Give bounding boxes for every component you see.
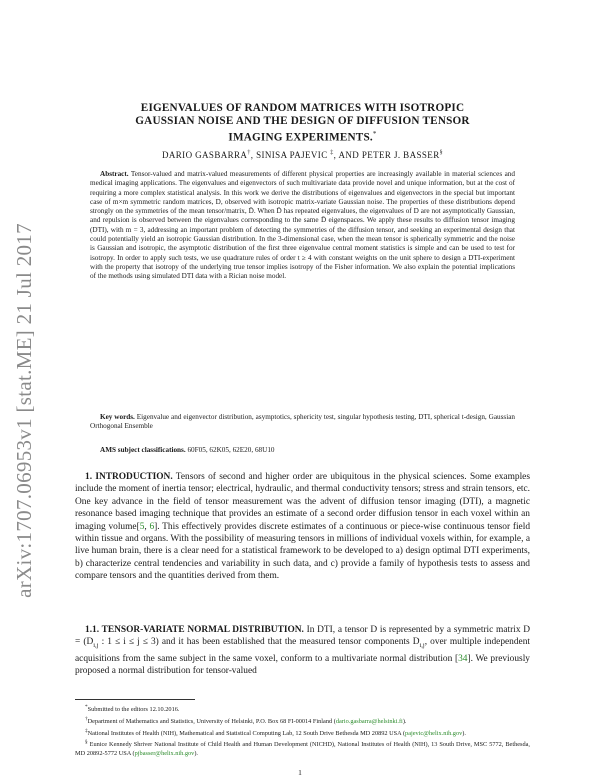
- footnote-4: [75, 738, 530, 758]
- author-2: SINISA PAJEVIC: [256, 150, 328, 160]
- introduction-heading: 1. INTRODUCTION.: [85, 472, 173, 482]
- paper-title: [75, 102, 530, 145]
- footnote-1: [75, 703, 530, 714]
- section-introduction: [75, 471, 530, 583]
- ams-classifications: [90, 446, 515, 455]
- abstract-text: Tensor-valued and matrix-valued measurements of different physical properties are increasingly available in material sciences and medical imaging applications. The eigenvalues and eigenvectors of such multivariate data provide novel and unique information, but at the cost of requiring a more complex statistical analysis. In this work we derive the distributions of eigenvalues and eigenvectors in the special but important case of m×m symmetric random matrices, D, observed with isotropic matrix-variate Gaussian noise. The properties of these distributions depend strongly on the symmetries of the mean tensor/matrix, D̄. When D̄ has repeated eigenvalues, the eigenvalues of D are not asymptotically Gaussian, and repulsion is observed between the eigenvalues corresponding to the same D̄ eigenspaces. We apply these results to diffusion tensor imaging (DTI), with m = 3, addressing an important problem of detecting the symmetries of the diffusion tensor, and seeking an experimental design that could potentially yield an isotropic Gaussian distribution. In the 3-dimensional case, when the mean tensor is spherically symmetric and the noise is Gaussian and isotropic, the asymptotic distribution of the first three eigenvalue central moment statistics is simple and can be used to test for isotropy. In order to apply such tests, we use quadrature rules of order t ≥ 4 with constant weights on the unit sphere to design a DTI-experiment with the property that isotropy of the underlying true tensor implies isotropy of the Fisher information. We also explain the potential implications of the methods using simulated DTI data with a Rician noise model.: [90, 170, 515, 281]
- ams-text: 60F05, 62K05, 62E20, 68U10: [187, 446, 275, 454]
- abstract-label: Abstract.: [100, 170, 129, 178]
- page-number: 1: [298, 768, 302, 777]
- author-list: DARIO GASBARRA†, SINISA PAJEVIC ‡, AND PETER J. BASSER§: [161, 150, 444, 160]
- citation-link[interactable]: 5: [139, 521, 145, 532]
- email-link-pajevic[interactable]: pajevic@helix.nih.gov: [405, 729, 463, 737]
- subscript-ij: i,j: [419, 642, 425, 650]
- subsection-text-a: In DTI, a tensor D is represented by a symmetric matrix D = (D: [75, 625, 531, 648]
- title-line-1: EIGENVALUES OF RANDOM MATRICES WITH ISOTROPIC: [140, 102, 465, 114]
- footnote-1-mark: *: [85, 704, 88, 710]
- footnote-2-end: ).: [402, 717, 407, 725]
- author-1: DARIO GASBARRA: [161, 150, 248, 160]
- author-3: PETER J. BASSER: [361, 150, 440, 160]
- footnote-3: [75, 727, 530, 738]
- footnote-1-text: Submitted to the editors 12.10.2016.: [87, 706, 180, 714]
- introduction-text-a: Tensors of second and higher order are ubiquitous in the physical sciences. Some examples include the moment of inertia tensor; electrical, hydraulic, and thermal conductivity tensors; stress and strain tensors, etc. One key advance in the field of tensor measurement was the advent of diffusion tensor imaging (DTI), a magnetic resonance based imaging technique that provides an estimate of a second order diffusion tensor in each voxel within an imaging volume[: [75, 472, 530, 532]
- subsection-heading: 1.1. TENSOR-VARIATE NORMAL DISTRIBUTION.: [85, 625, 304, 635]
- email-link-basser[interactable]: pjbasser@helix.nih.gov: [134, 749, 195, 757]
- ams-label: AMS subject classifications.: [100, 446, 186, 454]
- arxiv-stamp: [6, 200, 42, 620]
- footnote-3-mark: ‡: [85, 727, 88, 734]
- keywords-label: Key words.: [100, 413, 135, 421]
- author-3-mark: §: [439, 150, 444, 156]
- author-1-mark: †: [247, 150, 251, 156]
- email-link-gasbarra[interactable]: dario.gasbarra@helsinki.fi: [335, 717, 403, 725]
- footnote-2-text: Department of Mathematics and Statistics, University of Helsinki, P.O. Box 68 FI-00014 Finland (: [87, 717, 336, 725]
- subsection-text-b: : 1 ≤ i ≤ j ≤ 3) and it has been established that the measured tensor components D: [98, 637, 420, 648]
- footnote-4-mark: §: [85, 739, 88, 746]
- footnote-4-end: ).: [194, 749, 198, 757]
- keywords: [90, 413, 515, 432]
- footnote-2: [75, 715, 530, 726]
- author-separator: , AND: [333, 150, 362, 160]
- footnotes: [75, 703, 530, 758]
- title-line-3: [75, 128, 530, 145]
- section-tensor-variate: [75, 624, 530, 678]
- footnote-divider: [75, 699, 195, 700]
- introduction-text-b: ]. This effectively provides discrete estimates of a continuous or piece-wise continuous tensor field within tissue and organs. With the possibility of measuring tensors in millions of individual voxels within, for example, a live human brain, there is a clear need for a statistical framework to be developed to a) design optimal DTI experiments, b) characterize central tendencies and variability in such data, and c) provide a family of hypothesis tests to assess and compare tensors and the quantities derived from them.: [75, 521, 531, 582]
- title-line-2: GAUSSIAN NOISE AND THE DESIGN OF DIFFUSION TENSOR: [135, 115, 470, 127]
- citation-link[interactable]: 6: [149, 521, 155, 532]
- footnote-4-text: Eunice Kennedy Shriver National Institute of Child Health and Human Development (NICHD), National Institutes of Health (NIH), 13 South Drive, MSC 5772, Bethesda, MD 20892-5772 USA (: [75, 741, 530, 757]
- author-2-mark: ‡: [330, 150, 334, 156]
- arxiv-stamp-text: arXiv:1707.06953v1 [stat.ME] 21 Jul 2017: [11, 222, 36, 598]
- footnote-2-mark: †: [85, 715, 88, 722]
- title-footnote-mark: *: [372, 130, 377, 138]
- citation-separator: ,: [144, 521, 150, 532]
- title-line-3-text: IMAGING EXPERIMENTS.: [228, 131, 373, 144]
- subscript-ij: i,j: [93, 642, 99, 650]
- footnote-3-text: National Institutes of Health (NIH), Mathematical and Statistical Computing Lab, 12 South Drive Bethesda MD 20892 USA (: [87, 729, 406, 737]
- citation-link[interactable]: 34: [458, 653, 468, 664]
- keywords-text: Eigenvalue and eigenvector distribution, asymptotics, sphericity test, singular hypothesis testing, DTI, spherical t-design, Gaussian Orthogonal Ensemble: [90, 413, 515, 431]
- footnote-3-end: ).: [462, 729, 466, 737]
- subsection-text-d: ]. We previously proposed a normal distribution for tensor-valued: [75, 653, 530, 677]
- subsection-text-c: , over multiple independent acquisitions from the same subject in the same voxel, conform to a multivariate normal distribution [: [75, 637, 530, 664]
- abstract: [90, 170, 515, 282]
